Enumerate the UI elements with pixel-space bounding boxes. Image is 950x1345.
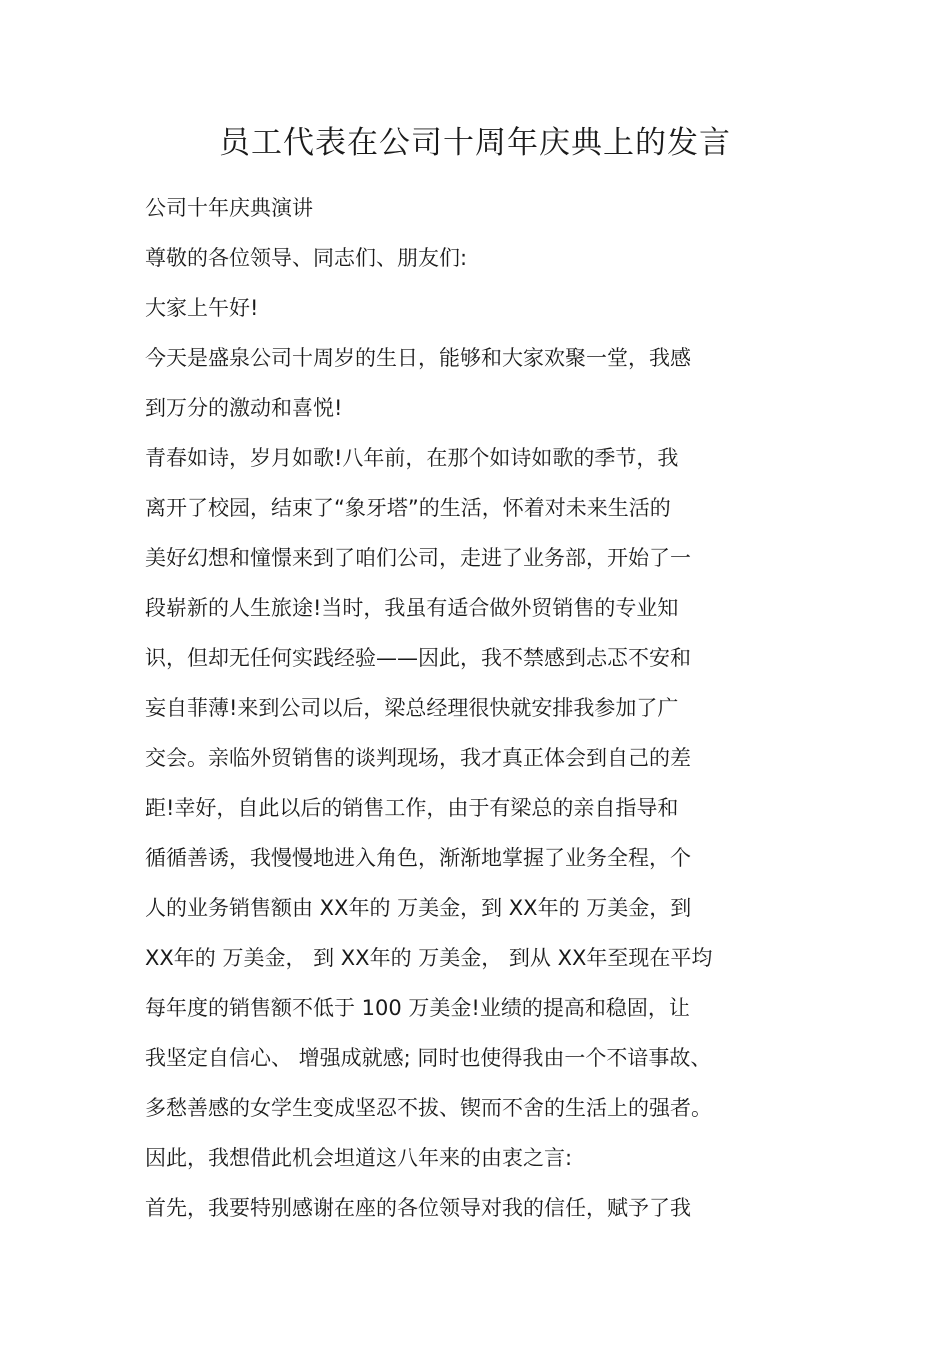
text-line: 青春如诗，岁月如歌!八年前，在那个如诗如歌的季节，我: [145, 446, 679, 470]
text-line: 大家上午好!: [145, 296, 259, 320]
text-line: XX年的 万美金， 到 XX年的 万美金， 到从 XX年至现在平均: [145, 946, 713, 970]
text-line: 多愁善感的女学生变成坚忍不拔、锲而不舍的生活上的强者。: [145, 1096, 712, 1120]
text-line: 首先，我要特别感谢在座的各位领导对我的信任，赋予了我: [145, 1196, 691, 1220]
document-title: 员工代表在公司十周年庆典上的发言: [219, 125, 731, 161]
text-line: 公司十年庆典演讲: [145, 196, 313, 220]
text-line: 距!幸好，自此以后的销售工作，由于有梁总的亲自指导和: [145, 796, 679, 820]
text-line: 我坚定自信心、 增强成就感; 同时也使得我由一个不谙事故、: [145, 1046, 712, 1070]
document-body: [145, 183, 825, 1233]
text-line: 到万分的激动和喜悦!: [145, 396, 343, 420]
text-line: 尊敬的各位领导、同志们、朋友们:: [145, 246, 468, 270]
text-line: 识，但却无任何实践经验——因此，我不禁感到忐忑不安和: [145, 646, 691, 670]
text-line: 每年度的销售额不低于 100 万美金!业绩的提高和稳固，让: [145, 996, 690, 1020]
text-line: 因此，我想借此机会坦道这八年来的由衷之言:: [145, 1146, 573, 1170]
text-line: 段崭新的人生旅途!当时，我虽有适合做外贸销售的专业知: [145, 596, 679, 620]
text-line: 今天是盛泉公司十周岁的生日，能够和大家欢聚一堂，我感: [145, 346, 691, 370]
text-line: 循循善诱，我慢慢地进入角色，渐渐地掌握了业务全程，个: [145, 846, 691, 870]
text-line: 交会。亲临外贸销售的谈判现场，我才真正体会到自己的差: [145, 746, 691, 770]
text-line: 离开了校园，结束了“象牙塔”的生活，怀着对未来生活的: [145, 496, 671, 520]
text-line: 人的业务销售额由 XX年的 万美金，到 XX年的 万美金，到: [145, 896, 692, 920]
text-line: 美好幻想和憧憬来到了咱们公司，走进了业务部，开始了一: [145, 546, 691, 570]
text-line: 妄自菲薄!来到公司以后，梁总经理很快就安排我参加了广: [145, 696, 679, 720]
